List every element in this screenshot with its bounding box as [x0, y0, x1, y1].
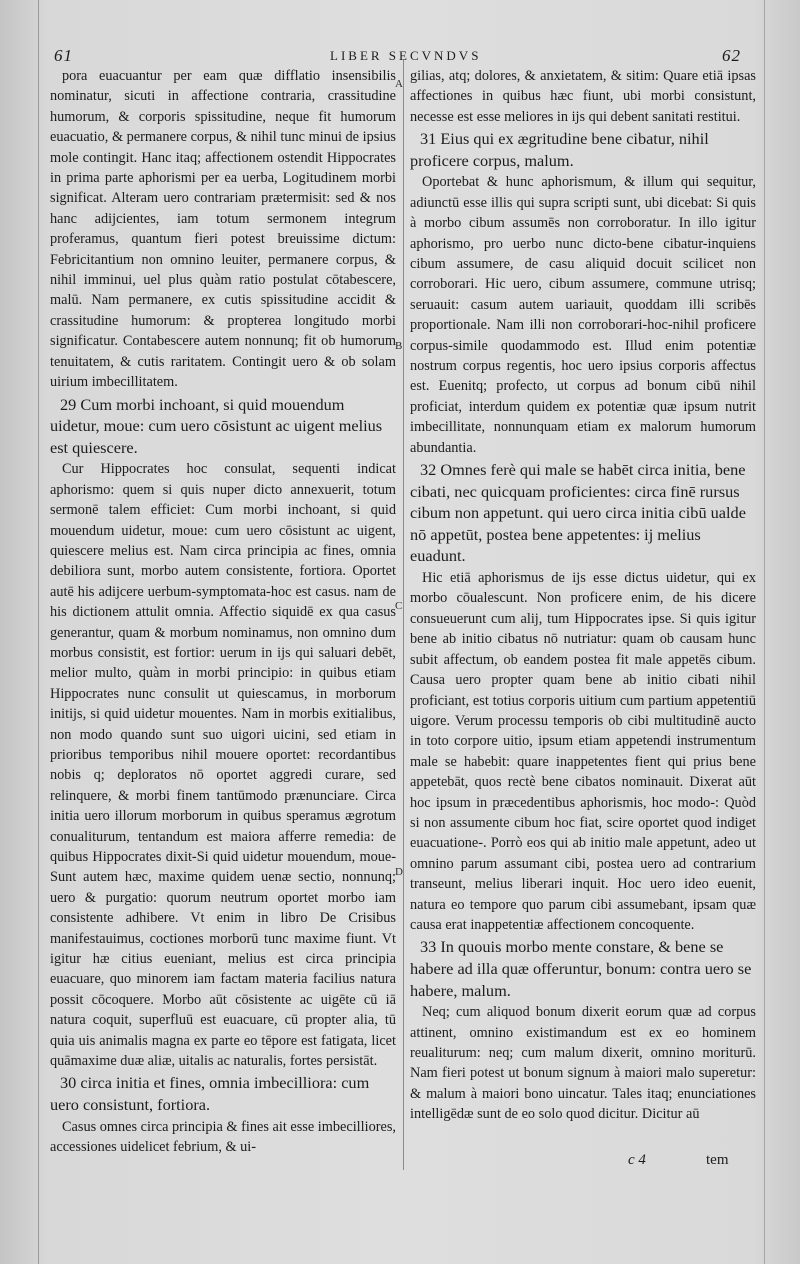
margin-letter-a: A [395, 78, 403, 90]
margin-letter-b: B [395, 340, 403, 352]
commentary-paragraph: Cur Hippocrates hoc consulat, sequenti indicat aphorismo: quem si quis nuper dicto annexuerit, totum sermonē talem efficiet: Cum morbi inchoant, si quid mouendum uidetur, moue: cum uero cōsistunt ac uigent, quiescere melius est. Nam circa principia ac fines, omnia debiliora sunt, morbo autem consistente, fortiora. Oportet autē his adijcere uerbum-symptomata-hoc est casus. nam de his dictionem attulit omnia. Affectio siquidē ex qua casus generantur, quam & morbum nominamus, non omnino dum morbus consistit, est fortior: uerum in ijs qui saluari debēt, melior multo, quàm in morbi principio: in quibus etiam Hippocrates nunc consulit ut quiescamus, in morborum initijs, si quid uidetur mouentes. Nam in morbis exitialibus, non modo quando sunt suo uigori uicini, sed etiam in prioribus temporibus nihil mouere oportet: recordantibus nobis q; deploratos nō oportet aggredi curare, sed relinquere, & morbi finem tantūmodo prænunciare. Circa initia uero illorum morborum in quibus speramus ægrotum conualiturum, tentandum est maiora afferre remedia: de quibus Hippocrates dixit-Si quid uidetur mouendum, moue-Sunt autem hæc, maxime quidem uenæ sectio, nonnunq; uero & purgatio: quorum neutrum oportet morbo iam consistente adhibere. Vt enim in libro De Crisibus manifestauimus, coctiones morborū tunc maxime fiunt. Vt igitur hæ citius eueniant, melius est circa principia euacuare, quo minorem iam factam materia facilius natura possit cōcoquere. Morbo aūt cōsistente ac uigēte cū iā natura coquit, superfluū est euacuare, cū propter alia, tū quia uis animalis magna ex parte eo tēpore est fatigata, licet quāmaxime duæ aliæ, uitalis ac naturalis, fortes persistāt. [50, 461, 396, 1070]
left-page-number: 61 [54, 46, 73, 65]
running-title: LIBER SECVNDVS [330, 48, 482, 63]
commentary-paragraph: gilias, atq; dolores, & anxietatem, & sitim: Quare etiā ipsas affectiones in quibus hæc fiunt, ubi morbi consistunt, necesse est esse meliores in ijs qui debent sanitati restitui. [410, 68, 756, 125]
aphorism-heading: 30 circa initia et fines, omnia imbecilliora: cum uero consistunt, fortiora. [50, 1073, 370, 1115]
right-ruling-line [764, 0, 765, 1264]
aphorism-heading: 29 Cum morbi inchoant, si quid mouendum uidetur, moue: cum uero cōsistunt ac uigent melius est quiescere. [50, 394, 383, 457]
margin-letter-d: D [395, 866, 403, 878]
commentary-paragraph: Hic etiā aphorismus de ijs esse dictus uidetur, qui ex morbo cōualescunt. Non proficere enim, de his dicere consueuerunt cum alij, tum Hippocrates ipse. Si quis igitur bene ab initio cibatus nō nutriatur: quam ob causam hunc subit affectum, ob eandem postea fit male appetēs cibum. Causa uero propter quam bene ab initio cibati nihil proficiant, est totius corporis uitium cum partium appetentiū uigore. Verum processu temporis ob cibi multitudinē aucto in toto corpore uitio, ipsum etiam appetendi instrumentum male se habebit: quare inappetentes fient qui prius bene appetebāt, quos rectè bene cibatos nominauit. Dixerat aūt hoc ipsum in præcedentibus aphorismis, hoc modo-: Quòd si non assumente cibum hoc fiat, scire oportet quod indiget euacuatione-. Porrò eos qui ab initio male appetunt, adeo ut omnino parum assumant cibi, postea uero ad contrarium transeunt, melius liberari inquit. Hoc uero ideo euenit, natura eo tempore quo parum cibi assumebant, ipsam quæ causa erat inappetentiæ affectionem concoquente. [410, 570, 756, 933]
commentary-paragraph: pora euacuantur per eam quæ difflatio insensibilis nominatur, sicuti in affectione contraria, crassitudine humorum, & corporis spissitudine, neque fit humorum euacuatio, & permanere corpus, & nihil tunc minui de ipsius mole contingit. Hanc itaq; affectionem ostendit Hippocrates in prima parte aphorismi per ea uerba, Logitudinem morbi significat. Alteram uero contrariam prætermisit: sed & nos hanc adijcientes, iam totum sermonem integrum proferamus, quantum fieri potest breuissime dictum: Febricitantium non omnino leuiter, permanere corpus, & nihil imminui, uel plus quàm ratio postulat cōtabescere, malū. Nam permanere, ex cutis spissitudine accidit & crassitudine humorum: & propterea longitudo morbi significatur. Contabescere autem nonnunq; fit ob humorum tenuitatem, & cutis raritatem. Contingit uero & ob solam uirium imbecillitatem. [50, 68, 396, 391]
commentary-paragraph: Casus omnes circa principia & fines ait esse imbecilliores, accessiones uidelicet febrium, & ui- [50, 1118, 396, 1156]
margin-letter-c: C [395, 600, 403, 612]
signature-mark: c 4 [628, 1152, 646, 1168]
column-divider [403, 60, 404, 1170]
left-ruling-line [38, 0, 39, 1264]
left-text-column [50, 66, 396, 1157]
catchword: tem [706, 1152, 729, 1168]
aphorism-heading: 32 Omnes ferè qui male se habēt circa initia, bene cibati, nec quicquam proficientes: circa finē rursus cibum non appetunt. qui uero circa initia cibū ualde nō appetūt, postea bene appetentes: ij melius euadunt. [410, 460, 746, 566]
aphorism-heading: 33 In quouis morbo mente constare, & bene se habere ad illa quæ offeruntur, bonum: contra uero se habere, malum. [410, 937, 752, 1000]
commentary-paragraph: Neq; cum aliquod bonum dixerit eorum quæ ad corpus attinent, omnino existimandum est ex eo hominem reualiturum: neq; cum malum dixerit, omnino moriturū. Nam fieri potest ut bonum signum à maiori malo superetur: & malum à maiori bono uincatur. Tales itaq; enunciationes intelligēdæ sunt de eo solo quod dicitur. Dicitur aū [410, 1004, 756, 1123]
aphorism-heading: 31 Eius qui ex ægritudine bene cibatur, nihil proficere corpus, malum. [410, 129, 709, 170]
commentary-paragraph: Oportebat & hunc aphorismum, & illum qui sequitur, adiunctū esse illis qui supra scripti sunt, ubi dicebat: Si quis à morbo cibum assumēs non corroboratur. In illo igitur aphorismo, pro uerbo nunc dicto-bene cibatur-inquiens cibum assumere, de casu aliquid docuit scilicet non corroborari. Hic uero, cibum assumere, commune utrisq; seruauit: casum autem uariauit, quoddam illi scribēs proportionale. Nam illi non corroborari-hoc-nihil proficere corpus-simile quodammodo est. Illud enim potentiæ nostrum corpus regentis, hoc uero ipsius corporis affectus est. Euenitq; profecto, ut corpus ad bonum cibū nihil proficiat, interdum quidem ex potentiæ quæ ipsum nutrit imbecillitate, nonnunquam etiam ex malorum humorum abundantia. [410, 174, 756, 456]
right-page-number: 62 [722, 46, 741, 65]
running-header [0, 46, 800, 68]
right-text-column [410, 66, 756, 1125]
